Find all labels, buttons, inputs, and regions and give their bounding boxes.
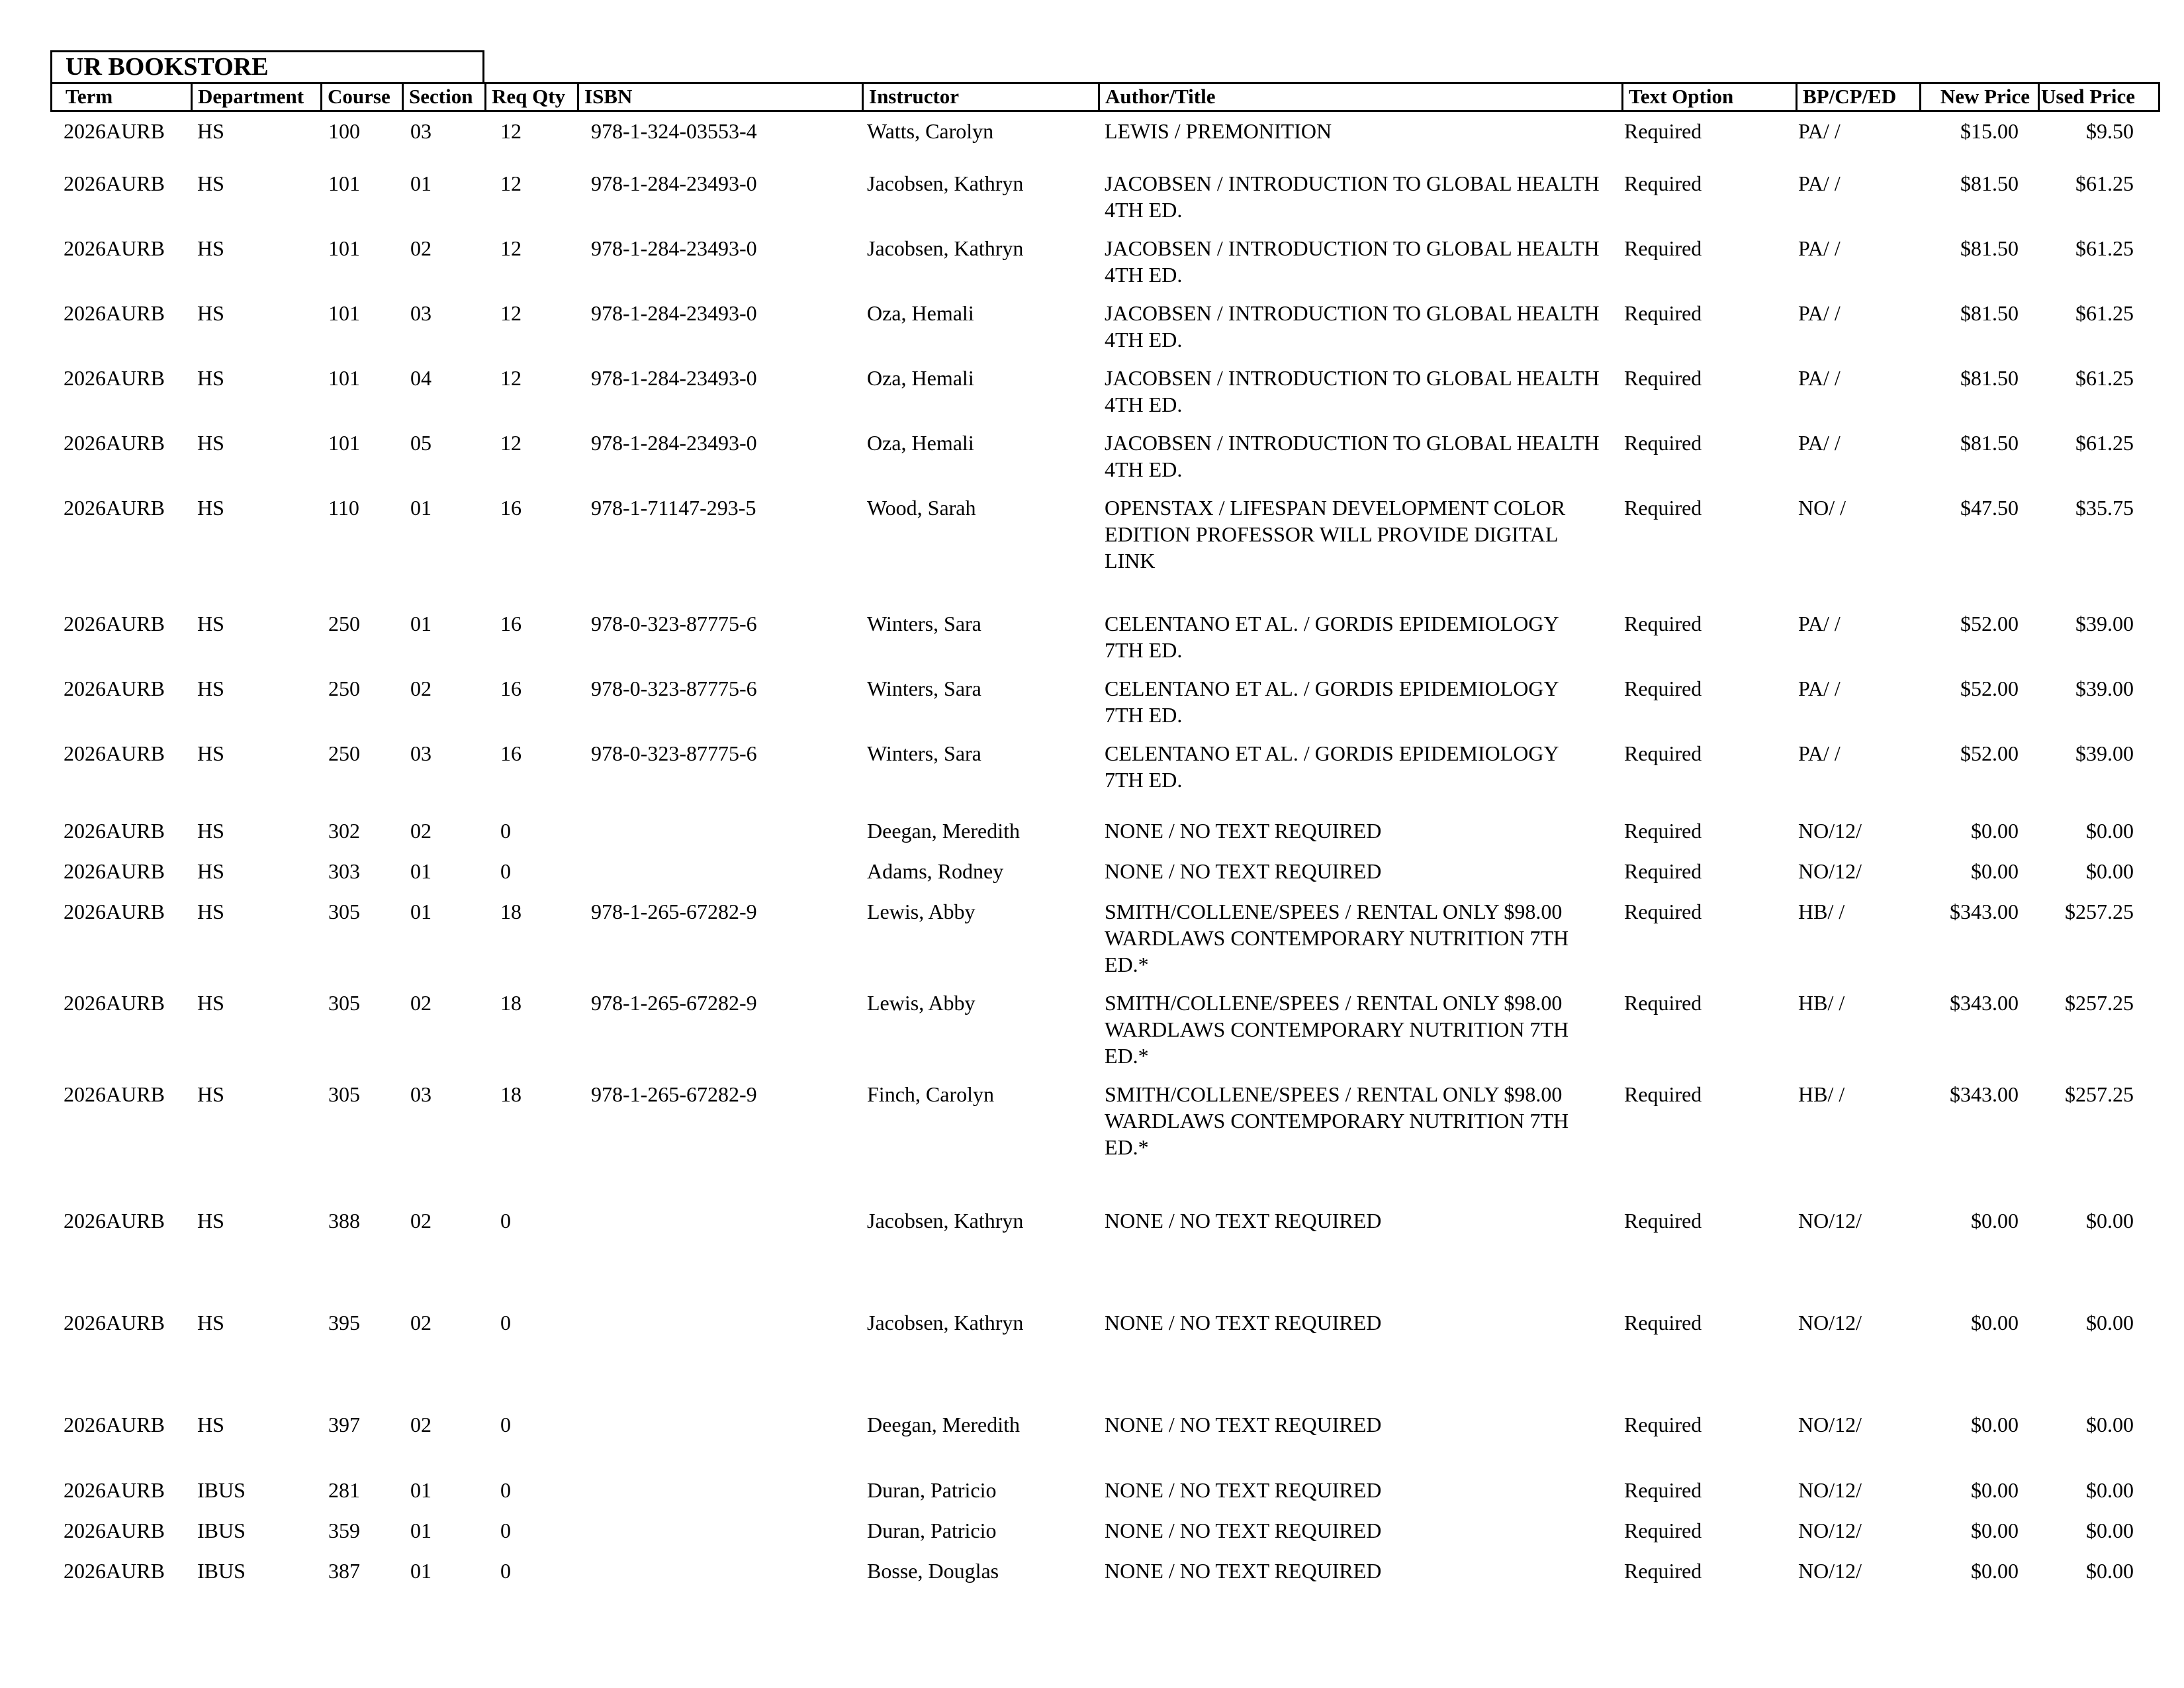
author-title-line: OPENSTAX / LIFESPAN DEVELOPMENT COLOR [1105,496,1566,520]
cell-req-qty: 0 [500,1413,511,1436]
cell-text-option: Required [1624,171,1702,195]
cell-req-qty: 18 [500,900,522,923]
author-title-line: 7TH ED. [1105,638,1183,662]
column-header-author-title: Author/Title [1098,84,1621,110]
cell-used-price: $0.00 [2086,1559,2134,1583]
cell-term: 2026AURB [64,171,165,195]
cell-req-qty: 16 [500,496,522,520]
cell-bp-cp-ed: NO/12/ [1798,819,1862,843]
cell-bp-cp-ed: PA/ / [1798,366,1841,390]
cell-text-option: Required [1624,366,1702,390]
author-title-line: JACOBSEN / INTRODUCTION TO GLOBAL HEALTH [1105,171,1600,195]
cell-text-option: Required [1624,119,1702,143]
cell-instructor: Deegan, Meredith [867,1413,1021,1436]
cell-new-price: $81.50 [1960,366,2019,390]
cell-used-price: $257.25 [2065,1082,2134,1106]
cell-used-price: $61.25 [2075,301,2134,325]
cell-term: 2026AURB [64,1478,165,1502]
cell-course: 101 [328,431,360,455]
author-title-line: NONE / NO TEXT REQUIRED [1105,1311,1382,1335]
cell-department: IBUS [197,1519,246,1542]
cell-req-qty: 0 [500,859,511,883]
cell-used-price: $61.25 [2075,366,2134,390]
cell-isbn: 978-1-265-67282-9 [591,1082,757,1106]
report-title: UR BOOKSTORE [50,50,484,82]
cell-isbn: 978-1-71147-293-5 [591,496,756,520]
cell-department: HS [197,1413,224,1436]
author-title-line: NONE / NO TEXT REQUIRED [1105,1519,1382,1542]
column-header-req-qty: Req Qty [484,84,577,110]
cell-new-price: $343.00 [1950,991,2019,1015]
author-title-line: ED.* [1105,1135,1149,1159]
cell-bp-cp-ed: NO/12/ [1798,1413,1862,1436]
cell-used-price: $61.25 [2075,171,2134,195]
cell-bp-cp-ed: NO/12/ [1798,1519,1862,1542]
cell-section: 01 [410,612,432,635]
cell-new-price: $0.00 [1971,1559,2019,1583]
cell-instructor: Jacobsen, Kathryn [867,1209,1024,1233]
cell-text-option: Required [1624,301,1702,325]
cell-new-price: $0.00 [1971,1519,2019,1542]
cell-term: 2026AURB [64,1311,165,1335]
column-header-used-price: Used Price [2038,84,2158,110]
cell-section: 02 [410,991,432,1015]
cell-used-price: $9.50 [2086,119,2134,143]
cell-term: 2026AURB [64,1209,165,1233]
cell-department: HS [197,677,224,700]
cell-course: 101 [328,366,360,390]
cell-term: 2026AURB [64,1413,165,1436]
cell-bp-cp-ed: PA/ / [1798,612,1841,635]
cell-department: HS [197,431,224,455]
cell-text-option: Required [1624,236,1702,260]
cell-department: HS [197,366,224,390]
cell-req-qty: 16 [500,741,522,765]
cell-bp-cp-ed: PA/ / [1798,431,1841,455]
cell-course: 303 [328,859,360,883]
author-title-line: 7TH ED. [1105,703,1183,727]
cell-instructor: Winters, Sara [867,741,981,765]
cell-bp-cp-ed: NO/12/ [1798,1209,1862,1233]
cell-text-option: Required [1624,1209,1702,1233]
cell-author-title [1105,675,1559,728]
cell-req-qty: 0 [500,1559,511,1583]
cell-course: 395 [328,1311,360,1335]
cell-new-price: $0.00 [1971,819,2019,843]
cell-used-price: $0.00 [2086,1478,2134,1502]
cell-department: HS [197,119,224,143]
cell-bp-cp-ed: HB/ / [1798,1082,1845,1106]
author-title-line: NONE / NO TEXT REQUIRED [1105,819,1382,843]
cell-instructor: Wood, Sarah [867,496,976,520]
cell-term: 2026AURB [64,1082,165,1106]
cell-req-qty: 18 [500,991,522,1015]
cell-req-qty: 12 [500,236,522,260]
cell-author-title [1105,170,1600,223]
author-title-line: JACOBSEN / INTRODUCTION TO GLOBAL HEALTH [1105,301,1600,325]
cell-section: 01 [410,1519,432,1542]
cell-text-option: Required [1624,1478,1702,1502]
author-title-line: 7TH ED. [1105,768,1183,792]
cell-text-option: Required [1624,900,1702,923]
cell-department: HS [197,859,224,883]
cell-bp-cp-ed: PA/ / [1798,236,1841,260]
cell-term: 2026AURB [64,677,165,700]
cell-req-qty: 0 [500,1209,511,1233]
cell-department: HS [197,612,224,635]
cell-instructor: Watts, Carolyn [867,119,994,143]
author-title-line: JACOBSEN / INTRODUCTION TO GLOBAL HEALTH [1105,236,1600,260]
cell-author-title [1105,1558,1381,1584]
cell-department: HS [197,900,224,923]
cell-req-qty: 12 [500,366,522,390]
cell-used-price: $257.25 [2065,900,2134,923]
cell-new-price: $0.00 [1971,859,2019,883]
cell-author-title [1105,1411,1381,1438]
column-header-new-price: New Price [1919,84,2038,110]
cell-section: 01 [410,900,432,923]
cell-new-price: $52.00 [1960,677,2019,700]
cell-course: 388 [328,1209,360,1233]
author-title-line: JACOBSEN / INTRODUCTION TO GLOBAL HEALTH [1105,366,1600,390]
cell-author-title [1105,365,1600,418]
cell-section: 02 [410,1413,432,1436]
cell-instructor: Oza, Hemali [867,301,974,325]
cell-course: 101 [328,236,360,260]
author-title-line: ED.* [1105,1044,1149,1068]
cell-bp-cp-ed: NO/12/ [1798,859,1862,883]
author-title-line: NONE / NO TEXT REQUIRED [1105,1559,1382,1583]
column-header-instructor: Instructor [862,84,1098,110]
cell-req-qty: 0 [500,1311,511,1335]
cell-new-price: $52.00 [1960,741,2019,765]
cell-course: 250 [328,612,360,635]
cell-course: 359 [328,1519,360,1542]
cell-author-title [1105,494,1565,574]
column-header-department: Department [191,84,320,110]
cell-department: HS [197,1082,224,1106]
cell-author-title [1105,610,1559,663]
cell-bp-cp-ed: NO/12/ [1798,1478,1862,1502]
cell-department: IBUS [197,1559,246,1583]
cell-author-title [1105,740,1559,793]
column-header-bp-cp-ed: BP/CP/ED [1796,84,1919,110]
cell-course: 387 [328,1559,360,1583]
author-title-line: 4TH ED. [1105,263,1183,287]
column-header-text-option: Text Option [1621,84,1796,110]
cell-department: HS [197,741,224,765]
cell-author-title [1105,898,1569,978]
cell-course: 250 [328,741,360,765]
cell-instructor: Lewis, Abby [867,900,976,923]
cell-new-price: $15.00 [1960,119,2019,143]
cell-used-price: $0.00 [2086,1519,2134,1542]
author-title-line: CELENTANO ET AL. / GORDIS EPIDEMIOLOGY [1105,612,1559,635]
author-title-line: WARDLAWS CONTEMPORARY NUTRITION 7TH [1105,1109,1569,1133]
cell-section: 02 [410,236,432,260]
cell-department: IBUS [197,1478,246,1502]
cell-instructor: Jacobsen, Kathryn [867,236,1024,260]
cell-term: 2026AURB [64,1559,165,1583]
cell-course: 110 [328,496,359,520]
cell-new-price: $81.50 [1960,236,2019,260]
cell-course: 302 [328,819,360,843]
cell-new-price: $0.00 [1971,1311,2019,1335]
cell-term: 2026AURB [64,991,165,1015]
cell-section: 03 [410,1082,432,1106]
cell-author-title [1105,118,1332,144]
cell-section: 03 [410,119,432,143]
cell-text-option: Required [1624,859,1702,883]
cell-section: 03 [410,741,432,765]
author-title-line: LINK [1105,549,1156,573]
cell-isbn: 978-1-284-23493-0 [591,431,757,455]
cell-department: HS [197,819,224,843]
cell-instructor: Winters, Sara [867,677,981,700]
cell-bp-cp-ed: PA/ / [1798,119,1841,143]
cell-course: 305 [328,1082,360,1106]
cell-section: 04 [410,366,432,390]
cell-text-option: Required [1624,1519,1702,1542]
cell-course: 305 [328,900,360,923]
cell-bp-cp-ed: PA/ / [1798,301,1841,325]
cell-used-price: $39.00 [2075,612,2134,635]
cell-term: 2026AURB [64,301,165,325]
cell-used-price: $0.00 [2086,859,2134,883]
column-header-course: Course [320,84,402,110]
cell-course: 250 [328,677,360,700]
cell-author-title [1105,1207,1381,1234]
cell-isbn: 978-1-284-23493-0 [591,236,757,260]
cell-author-title [1105,1309,1381,1336]
cell-author-title [1105,818,1381,844]
cell-used-price: $0.00 [2086,819,2134,843]
cell-new-price: $81.50 [1960,171,2019,195]
cell-section: 01 [410,859,432,883]
cell-used-price: $61.25 [2075,236,2134,260]
cell-req-qty: 16 [500,612,522,635]
cell-course: 305 [328,991,360,1015]
cell-term: 2026AURB [64,496,165,520]
cell-section: 02 [410,819,432,843]
cell-new-price: $52.00 [1960,612,2019,635]
cell-isbn: 978-1-324-03553-4 [591,119,757,143]
cell-instructor: Jacobsen, Kathryn [867,1311,1024,1335]
cell-author-title [1105,858,1381,884]
cell-text-option: Required [1624,612,1702,635]
cell-section: 01 [410,496,432,520]
author-title-line: LEWIS / PREMONITION [1105,119,1332,143]
cell-section: 01 [410,1478,432,1502]
cell-text-option: Required [1624,991,1702,1015]
cell-bp-cp-ed: HB/ / [1798,991,1845,1015]
author-title-line: NONE / NO TEXT REQUIRED [1105,1209,1382,1233]
cell-text-option: Required [1624,819,1702,843]
cell-bp-cp-ed: PA/ / [1798,677,1841,700]
cell-section: 05 [410,431,432,455]
cell-req-qty: 12 [500,119,522,143]
cell-text-option: Required [1624,741,1702,765]
cell-isbn: 978-1-284-23493-0 [591,366,757,390]
cell-instructor: Winters, Sara [867,612,981,635]
cell-term: 2026AURB [64,119,165,143]
cell-department: HS [197,301,224,325]
author-title-line: WARDLAWS CONTEMPORARY NUTRITION 7TH [1105,926,1569,950]
column-header-term: Term [66,85,113,108]
cell-author-title [1105,1081,1569,1160]
cell-term: 2026AURB [64,859,165,883]
cell-used-price: $61.25 [2075,431,2134,455]
cell-term: 2026AURB [64,900,165,923]
cell-new-price: $0.00 [1971,1478,2019,1502]
cell-term: 2026AURB [64,741,165,765]
cell-used-price: $0.00 [2086,1413,2134,1436]
cell-bp-cp-ed: NO/ / [1798,496,1846,520]
author-title-line: SMITH/COLLENE/SPEES / RENTAL ONLY $98.00 [1105,1082,1563,1106]
author-title-line: 4TH ED. [1105,198,1183,222]
cell-bp-cp-ed: HB/ / [1798,900,1845,923]
cell-instructor: Bosse, Douglas [867,1559,999,1583]
cell-department: HS [197,1311,224,1335]
cell-instructor: Finch, Carolyn [867,1082,994,1106]
cell-instructor: Duran, Patricio [867,1519,997,1542]
cell-isbn: 978-0-323-87775-6 [591,677,757,700]
cell-new-price: $0.00 [1971,1209,2019,1233]
cell-new-price: $343.00 [1950,1082,2019,1106]
cell-section: 01 [410,1559,432,1583]
cell-req-qty: 12 [500,431,522,455]
cell-course: 397 [328,1413,360,1436]
author-title-line: 4TH ED. [1105,328,1183,352]
cell-used-price: $257.25 [2065,991,2134,1015]
cell-term: 2026AURB [64,1519,165,1542]
cell-text-option: Required [1624,431,1702,455]
cell-isbn: 978-0-323-87775-6 [591,741,757,765]
cell-req-qty: 0 [500,819,511,843]
cell-author-title [1105,235,1600,288]
cell-instructor: Oza, Hemali [867,366,974,390]
column-header-isbn: ISBN [577,84,862,110]
cell-section: 03 [410,301,432,325]
cell-term: 2026AURB [64,236,165,260]
cell-used-price: $0.00 [2086,1209,2134,1233]
cell-department: HS [197,1209,224,1233]
cell-author-title [1105,1517,1381,1544]
author-title-line: 4TH ED. [1105,457,1183,481]
cell-isbn: 978-0-323-87775-6 [591,612,757,635]
author-title-line: SMITH/COLLENE/SPEES / RENTAL ONLY $98.00 [1105,991,1563,1015]
cell-req-qty: 0 [500,1478,511,1502]
author-title-line: NONE / NO TEXT REQUIRED [1105,1478,1382,1502]
cell-bp-cp-ed: NO/12/ [1798,1559,1862,1583]
cell-section: 02 [410,1209,432,1233]
cell-used-price: $0.00 [2086,1311,2134,1335]
cell-course: 101 [328,171,360,195]
cell-req-qty: 12 [500,171,522,195]
cell-text-option: Required [1624,677,1702,700]
cell-department: HS [197,236,224,260]
cell-instructor: Jacobsen, Kathryn [867,171,1024,195]
cell-used-price: $39.00 [2075,741,2134,765]
author-title-line: EDITION PROFESSOR WILL PROVIDE DIGITAL [1105,522,1559,546]
cell-new-price: $81.50 [1960,431,2019,455]
cell-isbn: 978-1-265-67282-9 [591,900,757,923]
cell-course: 100 [328,119,360,143]
cell-req-qty: 18 [500,1082,522,1106]
cell-instructor: Adams, Rodney [867,859,1004,883]
cell-text-option: Required [1624,1311,1702,1335]
cell-isbn: 978-1-265-67282-9 [591,991,757,1015]
cell-author-title [1105,300,1600,353]
cell-bp-cp-ed: NO/12/ [1798,1311,1862,1335]
cell-course: 101 [328,301,360,325]
cell-text-option: Required [1624,1082,1702,1106]
cell-instructor: Duran, Patricio [867,1478,997,1502]
cell-author-title [1105,1477,1381,1503]
cell-section: 02 [410,1311,432,1335]
cell-text-option: Required [1624,1559,1702,1583]
cell-req-qty: 16 [500,677,522,700]
cell-course: 281 [328,1478,360,1502]
author-title-line: SMITH/COLLENE/SPEES / RENTAL ONLY $98.00 [1105,900,1563,923]
cell-section: 01 [410,171,432,195]
cell-new-price: $81.50 [1960,301,2019,325]
cell-term: 2026AURB [64,819,165,843]
cell-new-price: $0.00 [1971,1413,2019,1436]
cell-text-option: Required [1624,496,1702,520]
cell-instructor: Deegan, Meredith [867,819,1021,843]
cell-department: HS [197,496,224,520]
cell-new-price: $47.50 [1960,496,2019,520]
cell-req-qty: 12 [500,301,522,325]
cell-bp-cp-ed: PA/ / [1798,171,1841,195]
author-title-line: JACOBSEN / INTRODUCTION TO GLOBAL HEALTH [1105,431,1600,455]
cell-new-price: $343.00 [1950,900,2019,923]
cell-isbn: 978-1-284-23493-0 [591,171,757,195]
cell-department: HS [197,991,224,1015]
cell-used-price: $39.00 [2075,677,2134,700]
cell-author-title [1105,430,1600,483]
cell-department: HS [197,171,224,195]
cell-text-option: Required [1624,1413,1702,1436]
author-title-line: NONE / NO TEXT REQUIRED [1105,1413,1382,1436]
cell-bp-cp-ed: PA/ / [1798,741,1841,765]
cell-used-price: $35.75 [2075,496,2134,520]
column-header-section: Section [402,84,484,110]
cell-term: 2026AURB [64,612,165,635]
author-title-line: CELENTANO ET AL. / GORDIS EPIDEMIOLOGY [1105,677,1559,700]
cell-isbn: 978-1-284-23493-0 [591,301,757,325]
author-title-line: 4TH ED. [1105,393,1183,416]
author-title-line: CELENTANO ET AL. / GORDIS EPIDEMIOLOGY [1105,741,1559,765]
cell-instructor: Oza, Hemali [867,431,974,455]
cell-author-title [1105,990,1569,1069]
cell-req-qty: 0 [500,1519,511,1542]
cell-term: 2026AURB [64,431,165,455]
author-title-line: NONE / NO TEXT REQUIRED [1105,859,1382,883]
author-title-line: WARDLAWS CONTEMPORARY NUTRITION 7TH [1105,1017,1569,1041]
cell-instructor: Lewis, Abby [867,991,976,1015]
cell-section: 02 [410,677,432,700]
cell-term: 2026AURB [64,366,165,390]
author-title-line: ED.* [1105,953,1149,976]
